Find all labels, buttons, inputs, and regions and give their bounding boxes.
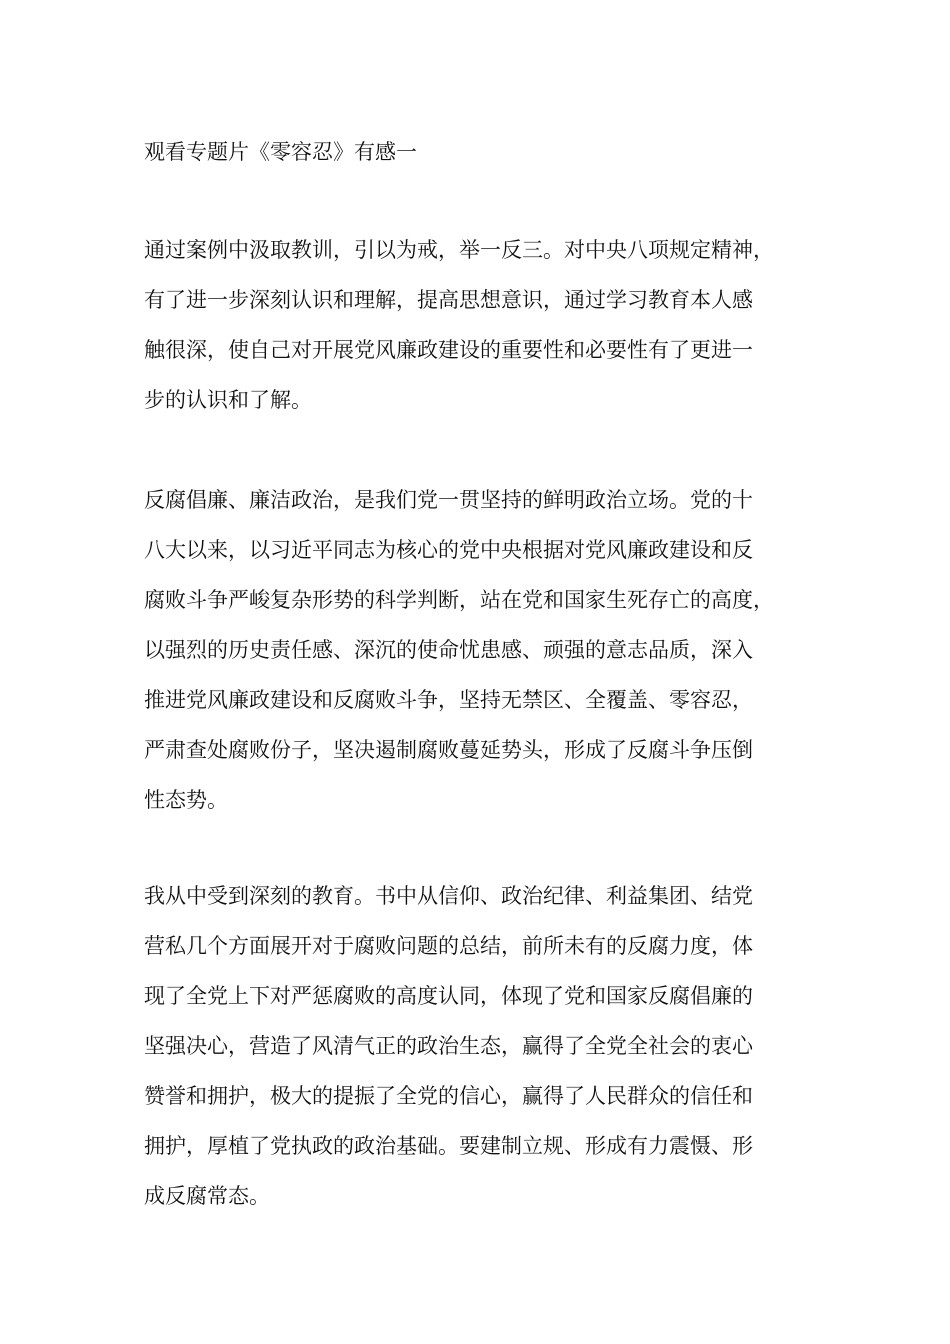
paragraph-line: 通过案例中汲取教训，引以为戒，举一反三。对中央八项规定精神， [144,238,774,262]
paragraph-line: 现了全党上下对严惩腐败的高度认同，体现了党和国家反腐倡廉的 [144,984,753,1008]
paragraph-line: 反腐倡廉、廉洁政治，是我们党一贯坚持的鲜明政治立场。党的十 [144,488,753,512]
paragraph-1 [144,225,824,425]
paragraph-2 [144,475,824,825]
paragraph-line: 赞誉和拥护，极大的提振了全党的信心，赢得了人民群众的信任和 [144,1084,753,1108]
paragraph-line: 拥护，厚植了党执政的政治基础。要建制立规、形成有力震慑、形 [144,1134,753,1158]
paragraph-line: 有了进一步深刻认识和理解，提高思想意识，通过学习教育本人感 [144,288,753,312]
paragraph-line: 营私几个方面展开对于腐败问题的总结，前所未有的反腐力度，体 [144,934,753,958]
paragraph-line: 严肃查处腐败份子，坚决遏制腐败蔓延势头，形成了反腐斗争压倒 [144,738,753,762]
paragraph-3 [144,871,824,1221]
paragraph-line: 触很深，使自己对开展党风廉政建设的重要性和必要性有了更进一 [144,338,753,362]
paragraph-line: 成反腐常态。 [144,1184,270,1208]
paragraph-line: 性态势。 [144,788,228,812]
paragraph-line: 坚强决心，营造了风清气正的政治生态，赢得了全党全社会的衷心 [144,1034,753,1058]
paragraph-line: 我从中受到深刻的教育。书中从信仰、政治纪律、利益集团、结党 [144,884,753,908]
paragraph-line: 八大以来，以习近平同志为核心的党中央根据对党风廉政建设和反 [144,538,753,562]
document-title: 观看专题片《零容忍》有感一 [144,140,417,164]
paragraph-line: 以强烈的历史责任感、深沉的使命忧患感、顽强的意志品质，深入 [144,638,753,662]
paragraph-line: 推进党风廉政建设和反腐败斗争，坚持无禁区、全覆盖、零容忍， [144,688,753,712]
paragraph-line: 步的认识和了解。 [144,388,312,412]
paragraph-line: 腐败斗争严峻复杂形势的科学判断，站在党和国家生死存亡的高度， [144,588,774,612]
